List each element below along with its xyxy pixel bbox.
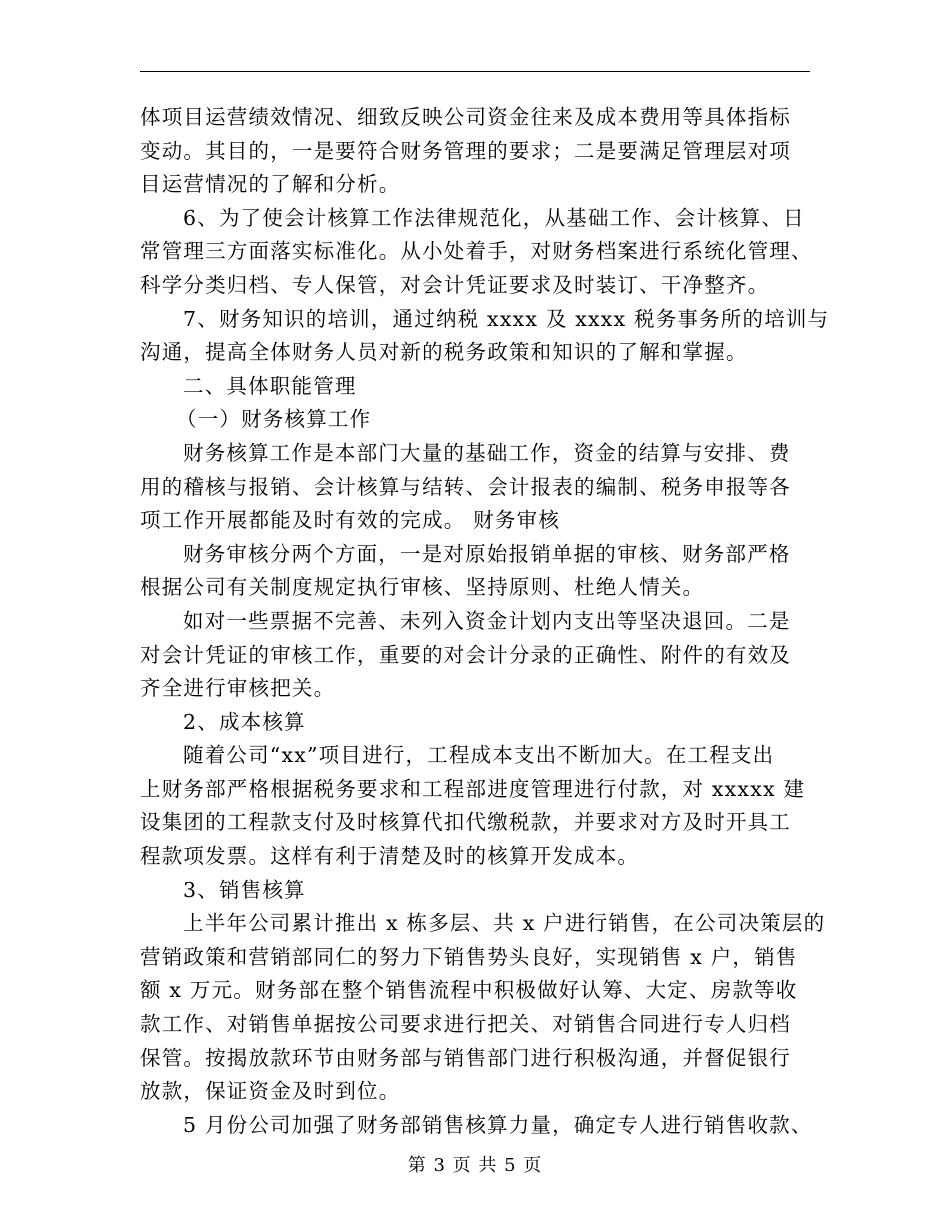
- text-line: 根据公司有关制度规定执行审核、坚持原则、杜绝人情关。: [140, 575, 705, 600]
- text-line: 款工作、对销售单据按公司要求进行把关、对销售合同进行专人归档: [140, 1012, 791, 1037]
- text-line: 沟通，提高全体财务人员对新的税务政策和知识的了解和掌握。: [140, 340, 748, 365]
- paragraph-start-line: 5 月份公司加强了财务部销售核算力量，确定专人进行销售收款、: [183, 1112, 813, 1137]
- paragraph-start-line: 财务审核分两个方面，一是对原始报销单据的审核、财务部严格: [183, 541, 791, 566]
- text-line: 科学分类归档、专人保管，对会计凭证要求及时装订、干净整齐。: [140, 272, 770, 297]
- text-line: 常管理三方面落实标准化。从小处着手，对财务档案进行系统化管理、: [140, 239, 813, 264]
- subsection-heading: 2、成本核算: [183, 709, 306, 734]
- paragraph-start-line: 财务核算工作是本部门大量的基础工作，资金的结算与安排、费: [183, 440, 791, 465]
- text-line: 上财务部严格根据税务要求和工程部进度管理进行付款，对 xxxxx 建: [140, 776, 806, 801]
- document-body: [140, 101, 830, 1142]
- paragraph-start-line: 上半年公司累计推出 x 栋多层、共 x 户进行销售，在公司决策层的: [183, 911, 826, 936]
- section-heading: 二、具体职能管理: [183, 373, 357, 398]
- text-line: 齐全进行审核把关。: [140, 676, 336, 701]
- text-line: 设集团的工程款支付及时核算代扣代缴税款，并要求对方及时开具工: [140, 810, 791, 835]
- subsection-heading: 3、销售核算: [183, 877, 306, 902]
- text-line: 体项目运营绩效情况、细致反映公司资金往来及成本费用等具体指标: [140, 105, 791, 129]
- text-line: 用的稽核与报销、会计核算与结转、会计报表的编制、税务申报等各: [140, 474, 791, 499]
- header-rule: [140, 71, 810, 72]
- text-line: 保管。按揭放款环节由财务部与销售部门进行积极沟通，并督促银行: [140, 1045, 791, 1070]
- text-line: 变动。其目的，一是要符合财务管理的要求；二是要满足管理层对项: [140, 138, 791, 163]
- subsection-heading: （一）财务核算工作: [176, 407, 372, 432]
- text-line: 程款项发票。这样有利于清楚及时的核算开发成本。: [140, 844, 640, 869]
- paragraph-start-line: 6、为了使会计核算工作法律规范化，从基础工作、会计核算、日: [183, 205, 805, 230]
- text-line: 放款，保证资金及时到位。: [140, 1079, 401, 1104]
- text-line: 对会计凭证的审核工作，重要的对会计分录的正确性、附件的有效及: [140, 642, 791, 667]
- text-line: 项工作开展都能及时有效的完成。 财务审核: [140, 508, 561, 533]
- text-line: 额 x 万元。财务部在整个销售流程中积极做好认筹、大定、房款等收: [140, 978, 798, 1003]
- paragraph-start-line: 如对一些票据不完善、未列入资金计划内支出等坚决退回。二是: [183, 608, 791, 633]
- paragraph-start-line: 随着公司“xx”项目进行，工程成本支出不断加大。在工程支出: [183, 743, 775, 768]
- page-number-footer: 第 3 页 共 5 页: [407, 1155, 543, 1176]
- text-line: 营销政策和营销部同仁的努力下销售势头良好，实现销售 x 户，销售: [140, 944, 798, 969]
- paragraph-start-line: 7、财务知识的培训，通过纳税 xxxx 及 xxxx 税务事务所的培训与: [183, 306, 830, 331]
- text-line: 目运营情况的了解和分析。: [140, 172, 401, 197]
